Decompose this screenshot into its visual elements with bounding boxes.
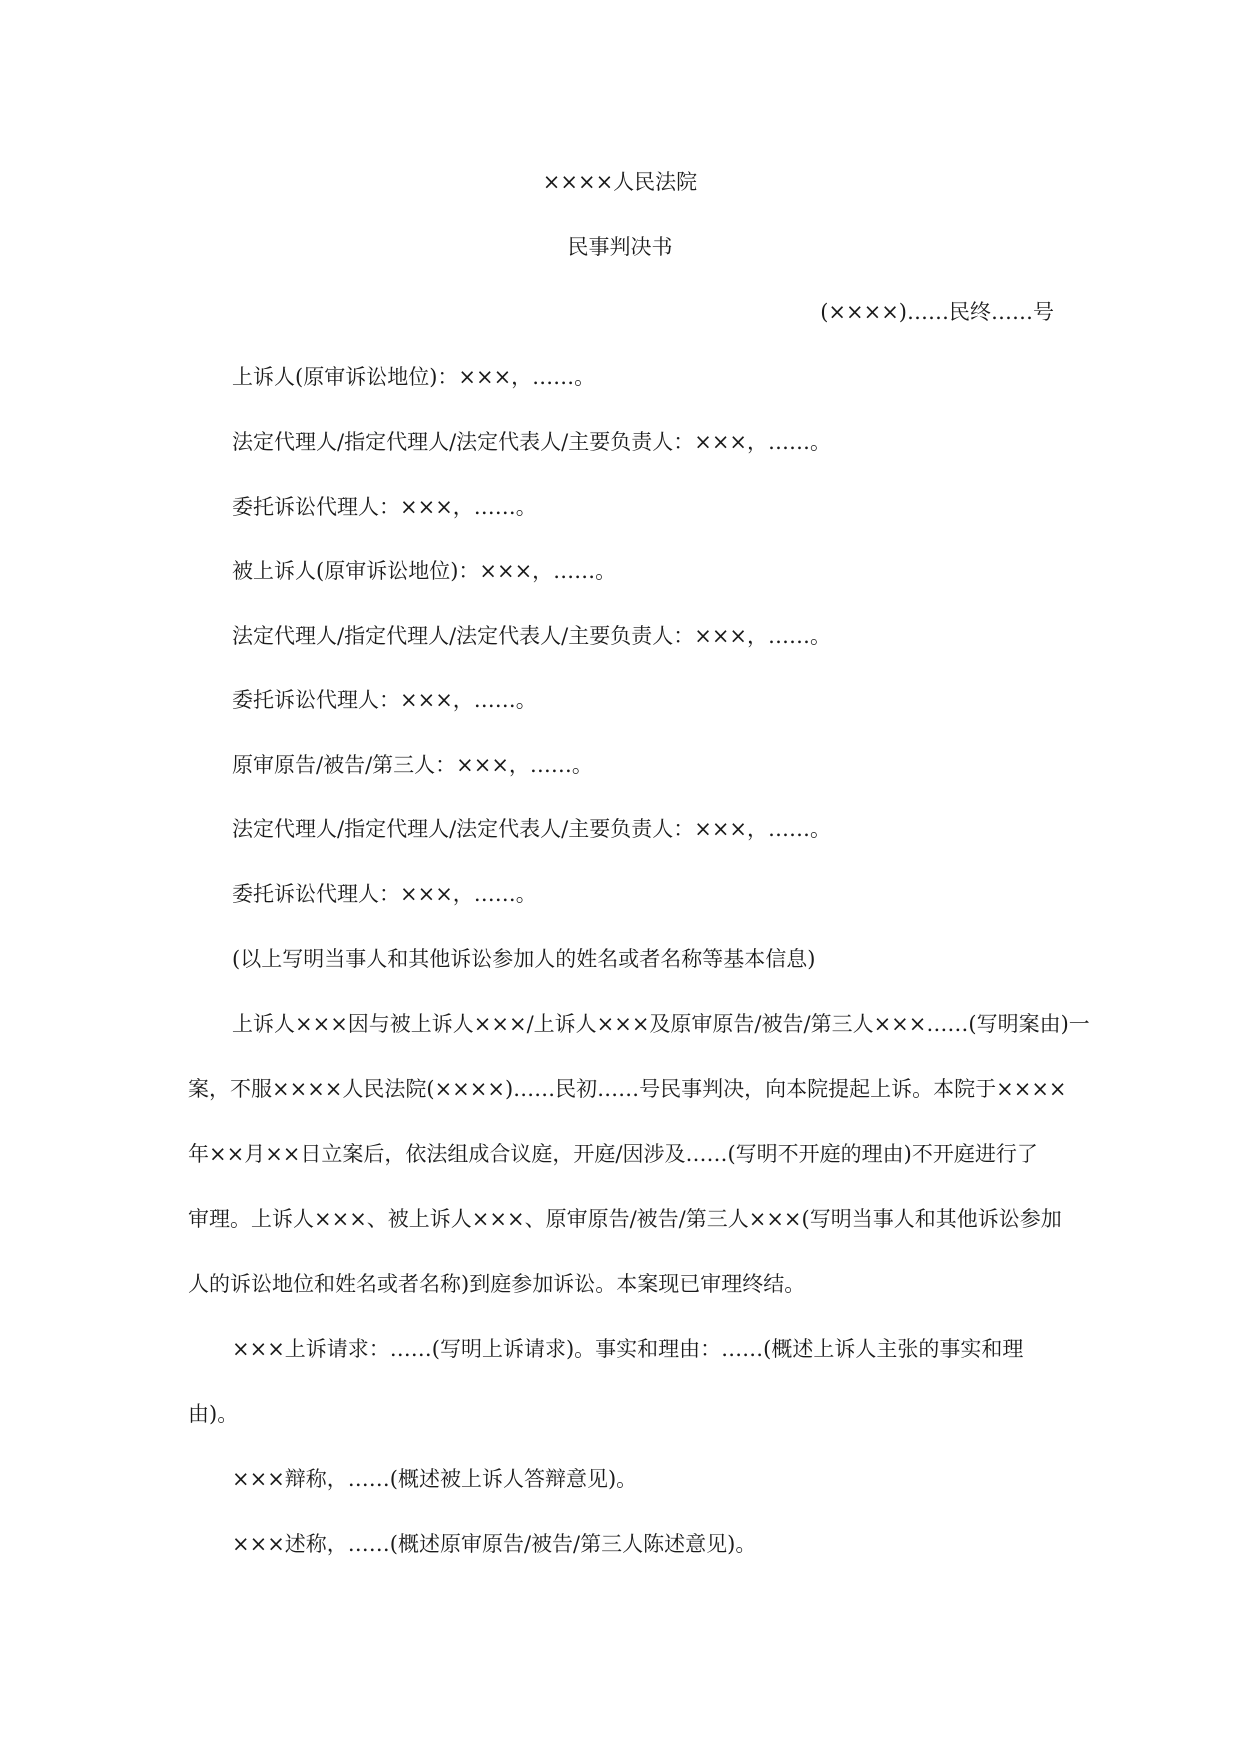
party-line: 委托诉讼代理人：×××，……。 — [232, 882, 537, 906]
statement-line: ×××述称，……(概述原审原告/被告/第三人陈述意见)。 — [232, 1532, 757, 1556]
case-paragraph-line: 案，不服××××人民法院(××××)……民初……号民事判决，向本院提起上诉。本院于×××× — [188, 1077, 1067, 1101]
appeal-paragraph-line: 由)。 — [188, 1402, 239, 1426]
party-line: 上诉人(原审诉讼地位)：×××，……。 — [232, 365, 596, 389]
party-line: 法定代理人/指定代理人/法定代表人/主要负责人：×××，……。 — [232, 430, 832, 454]
party-line: 法定代理人/指定代理人/法定代表人/主要负责人：×××，……。 — [232, 624, 832, 648]
court-name: ××××人民法院 — [542, 170, 698, 194]
defense-line: ×××辩称，……(概述被上诉人答辩意见)。 — [232, 1467, 638, 1491]
case-paragraph-line: 审理。上诉人×××、被上诉人×××、原审原告/被告/第三人×××(写明当事人和其他诉讼参加 — [188, 1207, 1062, 1231]
case-paragraph-line: 上诉人×××因与被上诉人×××/上诉人×××及原审原告/被告/第三人×××……(写明案由)一 — [232, 1012, 1090, 1036]
case-paragraph-line: 年××月××日立案后，依法组成合议庭，开庭/因涉及……(写明不开庭的理由)不开庭进行了 — [188, 1142, 1038, 1166]
party-line: 原审原告/被告/第三人：×××，……。 — [232, 753, 593, 777]
appeal-paragraph-line: ×××上诉请求：……(写明上诉请求)。事实和理由：……(概述上诉人主张的事实和理 — [232, 1337, 1024, 1361]
party-line: 委托诉讼代理人：×××，……。 — [232, 688, 537, 712]
case-paragraph-line: 人的诉讼地位和姓名或者名称)到庭参加诉讼。本案现已审理终结。 — [188, 1272, 806, 1296]
party-line: 法定代理人/指定代理人/法定代表人/主要负责人：×××，……。 — [232, 817, 832, 841]
party-line: 被上诉人(原审诉讼地位)：×××，……。 — [232, 559, 617, 583]
document-type-title: 民事判决书 — [567, 235, 673, 259]
party-line: 委托诉讼代理人：×××，……。 — [232, 495, 537, 519]
case-number: (××××)……民终……号 — [820, 300, 1054, 324]
party-note: (以上写明当事人和其他诉讼参加人的姓名或者名称等基本信息) — [232, 947, 816, 971]
